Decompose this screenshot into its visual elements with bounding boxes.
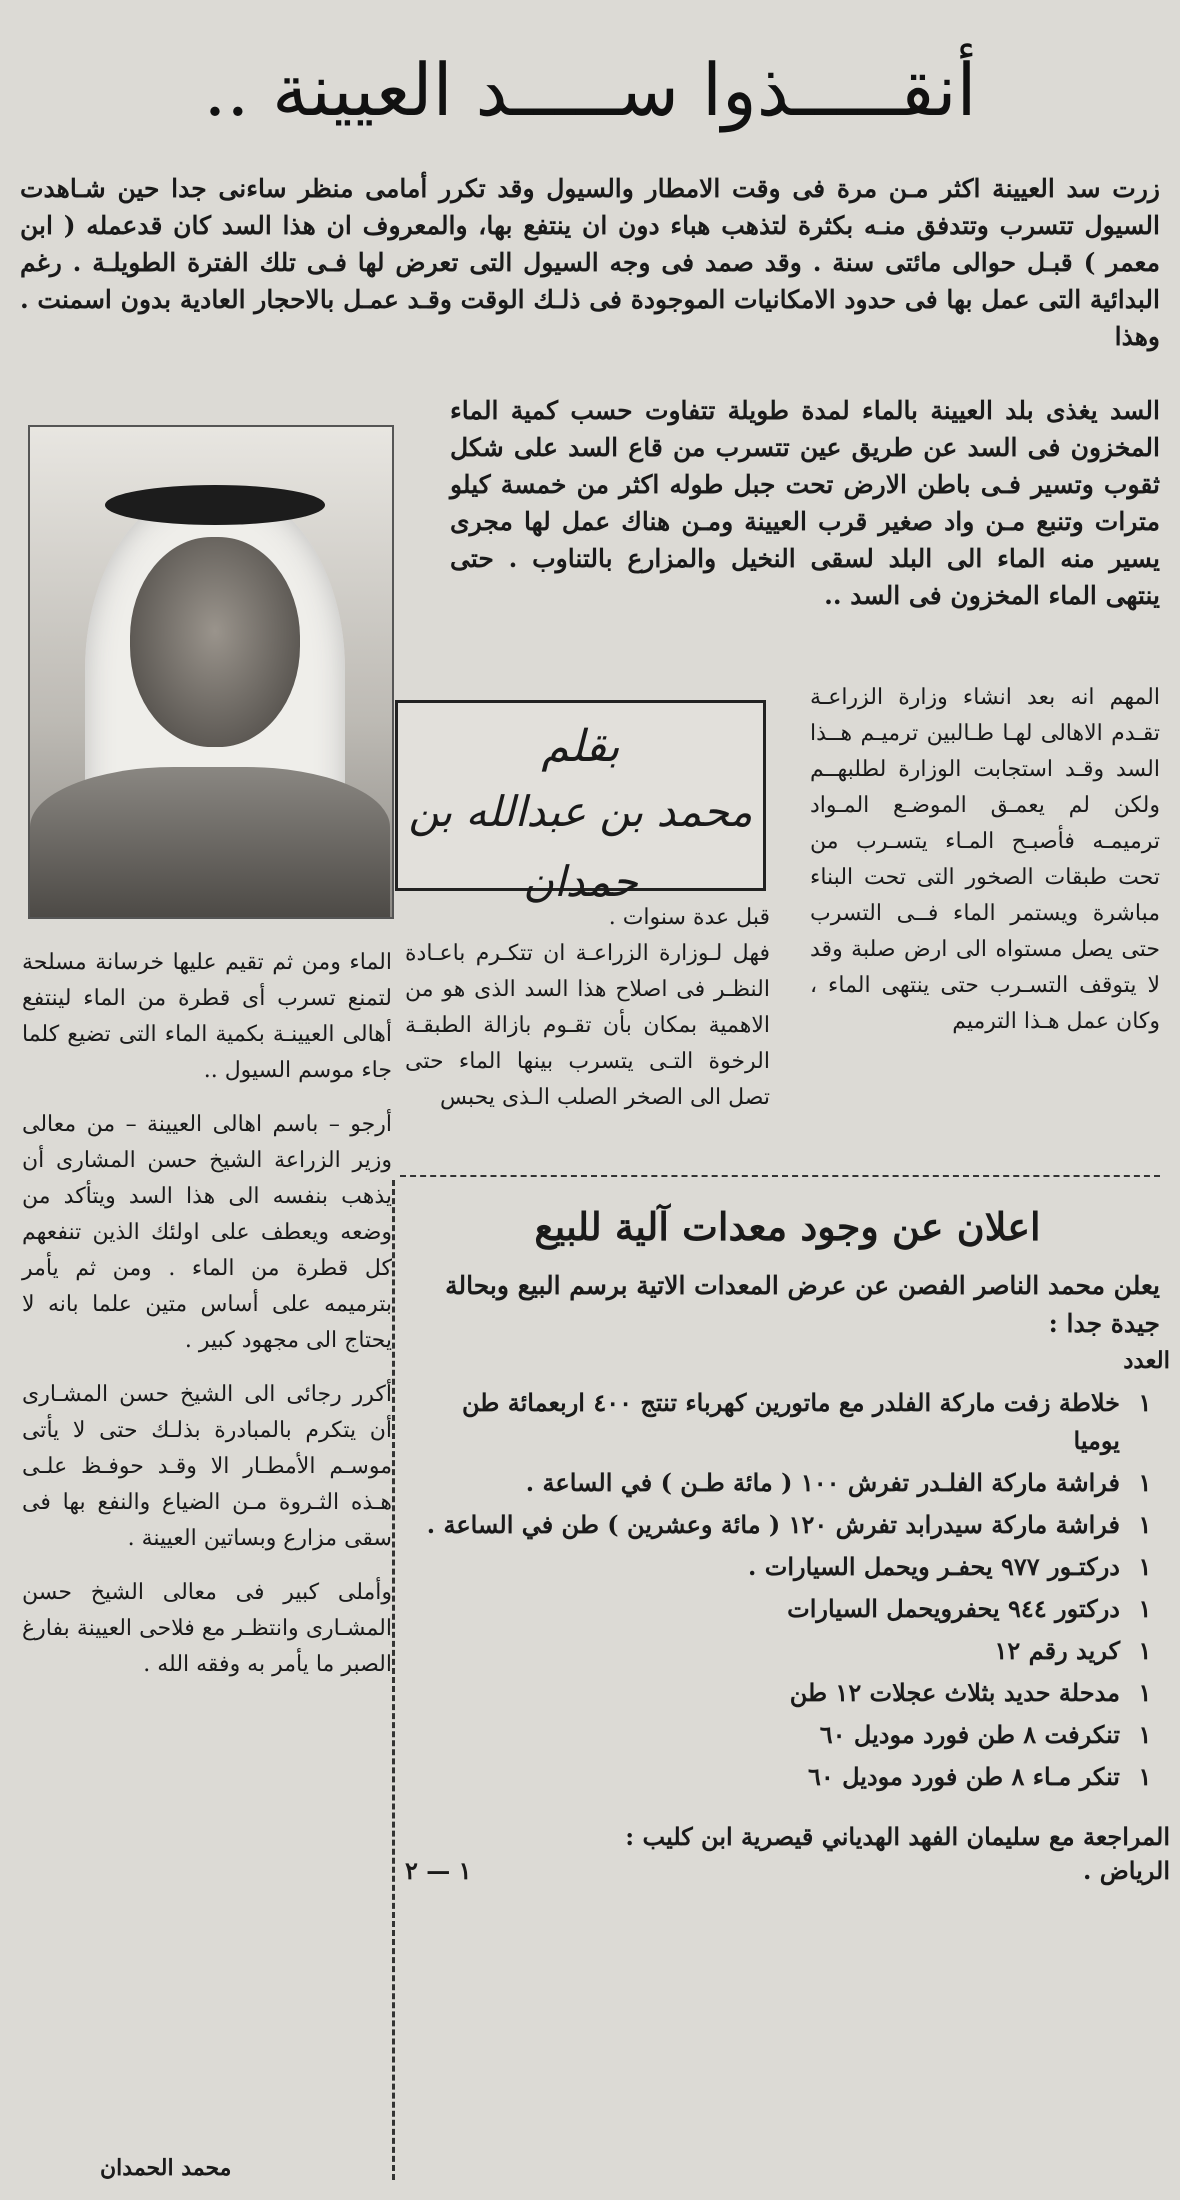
ad-item — [405, 1758, 1170, 1796]
ad-item-desc: فراشة ماركة سيدرابد تفرش ١٢٠ ( مائة وعشرين ) طن في الساعة . — [426, 1510, 1120, 1539]
article-paragraph: وأملى كبير فى معالى الشيخ حسن المشـارى وانتظـر مع فلاحى العيينة بفارغ الصبر ما يأمر به وفقه الله . — [22, 1580, 392, 1677]
ad-item — [405, 1506, 1170, 1544]
ad-item-qty: ١ — [1138, 1552, 1152, 1581]
article-column-left — [22, 945, 392, 1701]
ad-item-qty: ١ — [1138, 1510, 1152, 1539]
ad-item-qty: ١ — [1138, 1594, 1152, 1623]
ad-item — [405, 1548, 1170, 1586]
article-paragraph: قبل عدة سنوات . — [608, 905, 770, 930]
ad-item-desc: فراشة ماركة الفلـدر تفرش ١٠٠ ( مائة طـن ) في الساعة . — [525, 1468, 1120, 1497]
ad-side-divider — [392, 1180, 399, 2180]
ad-item-desc: دركتور ٩٤٤ يحفرويحمل السيارات — [787, 1594, 1120, 1623]
article-paragraph: أرجو – باسم اهالى العيينة – من معالى وزير الزراعة الشيخ حسن المشارى أن يذهب بنفسه الى هذا السد ويتأكد من وضعه ويعطف على اولئك الذين تنفعهم كل قطرة من الماء . ومن ثم يأمر بترميمه على أساس متين علما بانه لا يحتاج الى مجهود كبير . — [22, 1112, 392, 1353]
ad-contact: المراجعة مع سليمان الفهد الهدياني قيصرية ابن كليب : — [625, 1822, 1170, 1851]
ad-item-qty: ١ — [1138, 1720, 1152, 1749]
shoulders-shape — [30, 767, 390, 917]
ad-title: اعلان عن وجود معدات آلية للبيع — [534, 1204, 1041, 1249]
ad-item — [405, 1674, 1170, 1712]
ad-item-list — [405, 1384, 1170, 1796]
ad-top-divider — [400, 1175, 1160, 1183]
ad-item-qty: ١ — [1138, 1388, 1152, 1417]
ad-count-label: العدد — [1123, 1347, 1170, 1374]
article-intro-narrow: السد يغذى بلد العيينة بالماء لمدة طويلة تتفاوت حسب كمية الماء المخزون فى السد عن طريق عين تتسرب من قاع السد على شكل ثقوب وتسير فـى باطن الارض تحت جبل طوله اكثر من خمسة كيلو مترات وتنبع مـن واد صغير قرب العيينة ومـن هناك عمل لها مجرى يسير منه الماء الى البلد لسقى النخيل والمزارع بالتناوب . حتى ينتهى الماء المخزون فى السد .. — [450, 396, 1160, 610]
ad-footer — [405, 1856, 1170, 1885]
face-shape — [130, 537, 300, 747]
ad-item-qty: ١ — [1138, 1678, 1152, 1707]
ad-item — [405, 1590, 1170, 1628]
agal-shape — [105, 485, 325, 525]
ad-item-desc: دركتـور ٩٧٧ يحفـر ويحمل السيارات . — [748, 1552, 1120, 1581]
byline-author: محمد بن عبدالله بن حمدان — [408, 787, 753, 906]
article-intro-wide: زرت سد العيينة اكثر مـن مرة فى وقت الامطار والسيول وقد تكرر أمامى منظر ساءنى جدا حين شـاهدت السيول تتسرب وتتدفق منـه بكثرة لتذهب هباء دون ان ينتفع بها، والمعروف ان هذا السد كان قدعمله ( ابن معمر ) قبـل حوالى مائتى سنة . وقد صمد فى وجه السيول التى تعرض لها فـى تلك الفترة الطويلـة . رغم البدائية التى عمل بها فى حدود الامكانيات الموجودة فى ذلـك الوقت وقـد عمـل بالاحجار العادية بدون اسمنت . وهذا — [20, 174, 1160, 351]
ad-item-qty: ١ — [1138, 1636, 1152, 1665]
article-headline: أنقـــــذوا ســـــد العيينة .. — [203, 48, 977, 132]
byline-label: بقلم — [541, 721, 620, 772]
ad-item — [405, 1632, 1170, 1670]
article-column-right: المهم انه بعد انشاء وزارة الزراعـة تقـدم الاهالى لهـا طـالبين ترميـم هــذا السد وقـد استجابت الوزارة لطلبهــم ولكن لم يعمـق الموضـع المـواد ترميمـه فأصبـح المـاء يتسـرب من تحت طبقات الصخور التى تحت البناء مباشرة ويستمر الماء فــى التسرب حتى يصل مستواه الى ارض صلبة وقد لا يتوقف التسـرب حتى ينتهى الماء ، وكان عمل هـذا الترميم — [810, 685, 1160, 1034]
ad-item — [405, 1464, 1170, 1502]
article-paragraph: الماء ومن ثم تقيم عليها خرسانة مسلحة لتمنع تسرب أى قطرة من الماء لينتفع أهالى العيينـة بكمية الماء التى تضيع كلما جاء موسم السيول .. — [22, 950, 392, 1083]
ad-item-desc: مدحلة حديد بثلاث عجلات ١٢ طن — [789, 1678, 1120, 1707]
ad-item-desc: تنكر مـاء ٨ طن فورد موديل ٦٠ — [807, 1762, 1120, 1791]
ad-item-qty: ١ — [1138, 1762, 1152, 1791]
ad-intro: يعلن محمد الناصر الفصن عن عرض المعدات الاتية برسم البيع وبحالة جيدة جدا : — [445, 1271, 1160, 1338]
ad-item — [405, 1384, 1170, 1460]
article-paragraph: أكرر رجائى الى الشيخ حسن المشـارى أن يتكرم بالمبادرة بذلـك حتى لا يأتى موسـم الأمطـار الا وقـد حوفـظ علـى هـذه الثـروة مـن الضياع والنفع بها فى سقى مزارع وبساتين العيينة . — [22, 1382, 392, 1551]
ad-item-desc: خلاطة زفت ماركة الفلدر مع ماتورين كهرباء تنتج ٤٠٠ اربعمائة طن يوميا — [462, 1388, 1120, 1455]
ad-reference: ١ — ٢ — [405, 1856, 472, 1885]
article-paragraph: فهل لـوزارة الزراعـة ان تتكـرم باعـادة النظـر فى اصلاح هذا السد الذى هو من الاهمية بمكان بأن تقـوم بازالة الطبقـة الرخوة التـى يتسرب بينها الماء حتى تصل الى الصخر الصلب الـذى يحبس — [405, 941, 771, 1110]
ad-item-desc: تنكرفت ٨ طن فورد موديل ٦٠ — [819, 1720, 1120, 1749]
ad-item-qty: ١ — [1138, 1468, 1152, 1497]
ad-item-desc: كريد رقم ١٢ — [994, 1636, 1120, 1665]
article-column-middle — [405, 900, 770, 1116]
ad-city: الرياض . — [1083, 1856, 1170, 1885]
classified-ad — [405, 1195, 1170, 1885]
byline-box — [395, 700, 766, 906]
article-signature: محمد الحمدان — [100, 2155, 232, 2181]
author-photo — [28, 425, 394, 919]
ad-item — [405, 1716, 1170, 1754]
